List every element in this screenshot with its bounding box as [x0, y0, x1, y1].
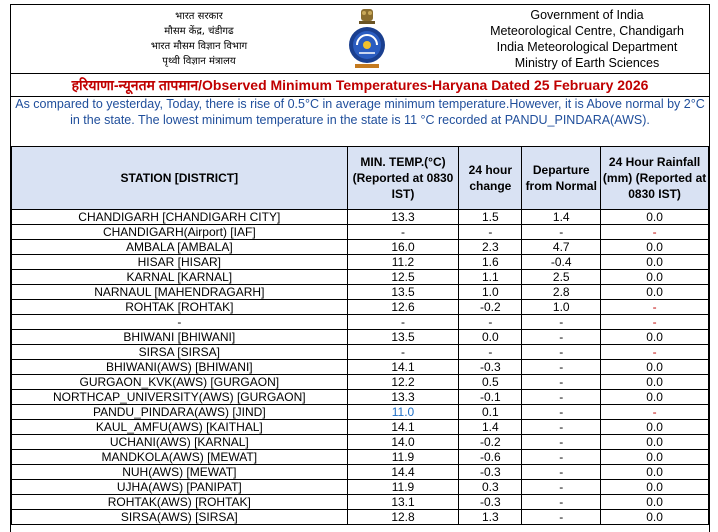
- english-line: India Meteorological Department: [496, 40, 678, 54]
- min-temp-cell: 11.9: [347, 480, 459, 495]
- rainfall-cell: 0.0: [601, 330, 709, 345]
- departure-cell: -: [522, 405, 601, 420]
- change-cell: -0.1: [459, 390, 522, 405]
- rainfall-column-header: 24 Hour Rainfall (mm) (Reported at 0830 IST): [601, 147, 709, 210]
- departure-cell: -: [522, 510, 601, 525]
- rainfall-cell: 0.0: [601, 495, 709, 510]
- rainfall-cell: 0.0: [601, 480, 709, 495]
- change-cell: 1.1: [459, 270, 522, 285]
- min-temp-cell: 11.0: [347, 405, 459, 420]
- table-row: [12, 345, 709, 360]
- change-cell: 2.3: [459, 240, 522, 255]
- table-row: [12, 300, 709, 315]
- change-cell: -: [459, 225, 522, 240]
- station-cell: SIRSA(AWS) [SIRSA]: [12, 510, 348, 525]
- table-row: [12, 225, 709, 240]
- change-cell: 1.4: [459, 420, 522, 435]
- table-body: [12, 210, 709, 525]
- hindi-line: मौसम केंद्र, चंडीगढ: [164, 26, 234, 37]
- min-temp-cell: 11.9: [347, 450, 459, 465]
- change-cell: -0.3: [459, 360, 522, 375]
- rainfall-cell: -: [601, 405, 709, 420]
- station-cell: UJHA(AWS) [PANIPAT]: [12, 480, 348, 495]
- table-header-row: [12, 147, 709, 210]
- station-column-header: STATION [DISTRICT]: [12, 147, 348, 210]
- rainfall-cell: 0.0: [601, 465, 709, 480]
- min-temp-cell: -: [347, 345, 459, 360]
- table-row: [12, 465, 709, 480]
- english-line: Government of India: [530, 8, 644, 22]
- summary-text: As compared to yesterday, Today, there is rise of 0.5°C in average minimum temperature.However, it is Above normal by 2°C in the state. The lowest minimum temperature in the state is 11 °C recorded at PANDU_PINDARA(AWS).: [15, 97, 705, 127]
- change-cell: 0.5: [459, 375, 522, 390]
- departure-cell: 4.7: [522, 240, 601, 255]
- departure-cell: -: [522, 225, 601, 240]
- departure-cell: -: [522, 465, 601, 480]
- table-row: [12, 420, 709, 435]
- departure-cell: -: [522, 360, 601, 375]
- change-cell: -0.2: [459, 435, 522, 450]
- english-org-block: [467, 7, 707, 71]
- change-cell: 1.6: [459, 255, 522, 270]
- table-row: [12, 315, 709, 330]
- change-cell: -0.2: [459, 300, 522, 315]
- rainfall-cell: 0.0: [601, 420, 709, 435]
- rainfall-cell: 0.0: [601, 210, 709, 225]
- station-cell: KAUL_AMFU(AWS) [KAITHAL]: [12, 420, 348, 435]
- table-row: [12, 255, 709, 270]
- change-cell: 1.3: [459, 510, 522, 525]
- departure-cell: -: [522, 450, 601, 465]
- departure-cell: -: [522, 480, 601, 495]
- departure-cell: -: [522, 375, 601, 390]
- change-cell: 0.3: [459, 480, 522, 495]
- station-cell: KARNAL [KARNAL]: [12, 270, 348, 285]
- rainfall-cell: -: [601, 225, 709, 240]
- imd-emblem-icon: [345, 7, 389, 71]
- page-title: हरियाणा-न्यूनतम तापमान/Observed Minimum Temperatures-Haryana Dated 25 February 2026: [11, 73, 709, 97]
- departure-cell: -: [522, 390, 601, 405]
- rainfall-cell: 0.0: [601, 390, 709, 405]
- station-cell: HISAR [HISAR]: [12, 255, 348, 270]
- table-row: [12, 480, 709, 495]
- station-cell: BHIWANI [BHIWANI]: [12, 330, 348, 345]
- departure-cell: -: [522, 315, 601, 330]
- station-cell: NUH(AWS) [MEWAT]: [12, 465, 348, 480]
- change-cell: -: [459, 315, 522, 330]
- min-temp-column-header: MIN. TEMP.(°C) (Reported at 0830 IST): [347, 147, 459, 210]
- min-temp-cell: 14.4: [347, 465, 459, 480]
- station-cell: BHIWANI(AWS) [BHIWANI]: [12, 360, 348, 375]
- table-row: [12, 285, 709, 300]
- departure-cell: 2.8: [522, 285, 601, 300]
- rainfall-cell: -: [601, 345, 709, 360]
- min-temp-cell: 12.6: [347, 300, 459, 315]
- station-cell: NARNAUL [MAHENDRAGARH]: [12, 285, 348, 300]
- station-cell: GURGAON_KVK(AWS) [GURGAON]: [12, 375, 348, 390]
- station-cell: NORTHCAP_UNIVERSITY(AWS) [GURGAON]: [12, 390, 348, 405]
- station-cell: MANDKOLA(AWS) [MEWAT]: [12, 450, 348, 465]
- table-row: [12, 450, 709, 465]
- rainfall-cell: 0.0: [601, 270, 709, 285]
- min-temp-cell: 13.3: [347, 210, 459, 225]
- rainfall-cell: 0.0: [601, 375, 709, 390]
- departure-cell: -0.4: [522, 255, 601, 270]
- rainfall-cell: 0.0: [601, 255, 709, 270]
- station-cell: ROHTAK(AWS) [ROHTAK]: [12, 495, 348, 510]
- change-cell: 0.0: [459, 330, 522, 345]
- station-cell: -: [12, 315, 348, 330]
- station-cell: PANDU_PINDARA(AWS) [JIND]: [12, 405, 348, 420]
- rainfall-cell: 0.0: [601, 450, 709, 465]
- min-temp-cell: 14.0: [347, 435, 459, 450]
- table-row: [12, 270, 709, 285]
- table-row: [12, 435, 709, 450]
- station-cell: ROHTAK [ROHTAK]: [12, 300, 348, 315]
- change-column-header: 24 hour change: [459, 147, 522, 210]
- change-cell: -0.3: [459, 495, 522, 510]
- table-row: [12, 375, 709, 390]
- change-cell: 1.5: [459, 210, 522, 225]
- rainfall-cell: -: [601, 300, 709, 315]
- departure-cell: -: [522, 495, 601, 510]
- bulletin-header: [11, 5, 709, 73]
- english-line: Ministry of Earth Sciences: [514, 56, 660, 70]
- departure-column-header: Departure from Normal: [522, 147, 601, 210]
- departure-cell: -: [522, 345, 601, 360]
- change-cell: 1.0: [459, 285, 522, 300]
- english-line: Meteorological Centre, Chandigarh: [490, 24, 684, 38]
- min-temp-cell: 12.2: [347, 375, 459, 390]
- min-temp-cell: 16.0: [347, 240, 459, 255]
- hindi-line: भारत मौसम विज्ञान विभाग: [150, 41, 248, 52]
- min-temp-cell: 13.3: [347, 390, 459, 405]
- station-cell: AMBALA [AMBALA]: [12, 240, 348, 255]
- rainfall-cell: 0.0: [601, 510, 709, 525]
- min-temp-cell: 12.8: [347, 510, 459, 525]
- min-temp-cell: 12.5: [347, 270, 459, 285]
- departure-cell: -: [522, 435, 601, 450]
- min-temp-cell: -: [347, 315, 459, 330]
- table-row: [12, 390, 709, 405]
- change-cell: -: [459, 345, 522, 360]
- rainfall-cell: 0.0: [601, 435, 709, 450]
- rainfall-cell: 0.0: [601, 240, 709, 255]
- departure-cell: 1.0: [522, 300, 601, 315]
- table-row: [12, 330, 709, 345]
- bulletin-sheet: [10, 4, 710, 532]
- table-row: [12, 495, 709, 510]
- station-cell: SIRSA [SIRSA]: [12, 345, 348, 360]
- hindi-line: भारत सरकार: [175, 11, 223, 22]
- departure-cell: 2.5: [522, 270, 601, 285]
- table-row: [12, 405, 709, 420]
- table-row: [12, 210, 709, 225]
- table-row: [12, 510, 709, 525]
- departure-cell: -: [522, 330, 601, 345]
- hindi-org-block: [107, 9, 291, 69]
- table-row: [12, 360, 709, 375]
- station-cell: CHANDIGARH(Airport) [IAF]: [12, 225, 348, 240]
- change-cell: -0.3: [459, 465, 522, 480]
- min-temp-cell: 13.5: [347, 330, 459, 345]
- station-cell: UCHANI(AWS) [KARNAL]: [12, 435, 348, 450]
- station-cell: CHANDIGARH [CHANDIGARH CITY]: [12, 210, 348, 225]
- rainfall-cell: -: [601, 315, 709, 330]
- min-temp-cell: 13.1: [347, 495, 459, 510]
- min-temp-cell: 14.1: [347, 360, 459, 375]
- rainfall-cell: 0.0: [601, 285, 709, 300]
- departure-cell: 1.4: [522, 210, 601, 225]
- rainfall-cell: 0.0: [601, 360, 709, 375]
- hindi-line: पृथ्वी विज्ञान मंत्रालय: [162, 56, 236, 67]
- change-cell: 0.1: [459, 405, 522, 420]
- table-row: [12, 240, 709, 255]
- min-temp-cell: 14.1: [347, 420, 459, 435]
- min-temp-cell: 11.2: [347, 255, 459, 270]
- min-temp-cell: 13.5: [347, 285, 459, 300]
- temperature-table: [11, 146, 709, 525]
- min-temp-cell: -: [347, 225, 459, 240]
- change-cell: -0.6: [459, 450, 522, 465]
- departure-cell: -: [522, 420, 601, 435]
